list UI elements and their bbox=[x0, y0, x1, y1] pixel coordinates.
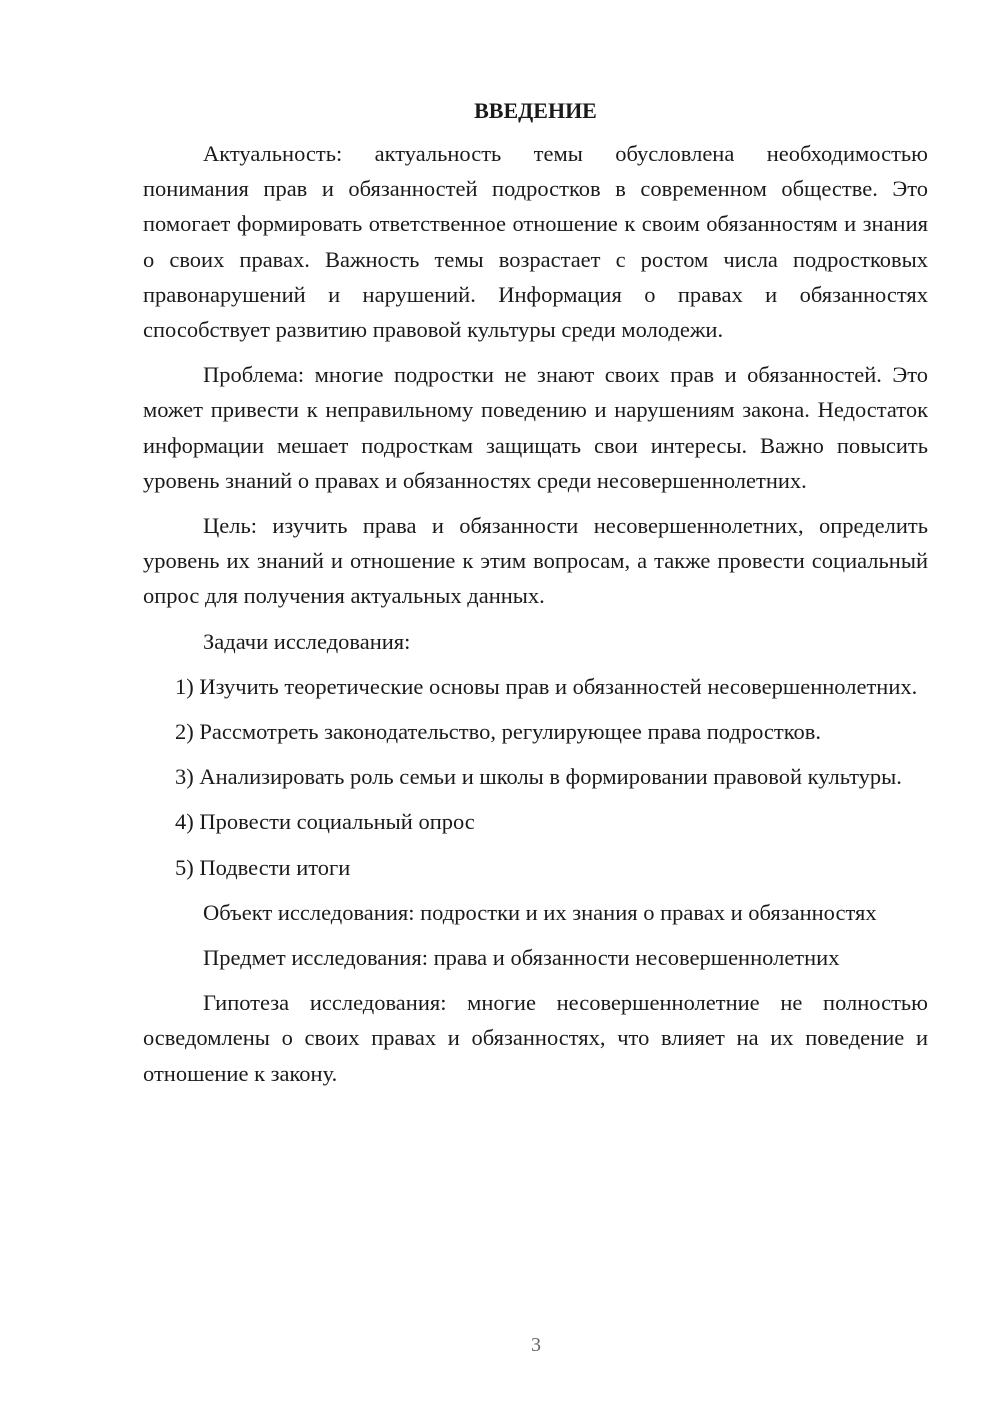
task-item-5: 5) Подвести итоги bbox=[175, 854, 351, 880]
page-number: 3 bbox=[531, 1334, 541, 1356]
page-title: ВВЕДЕНИЕ bbox=[474, 98, 597, 123]
task-item-1: 1) Изучить теоретические основы прав и обязанностей несовершеннолетних. bbox=[175, 673, 918, 699]
relevance-paragraph: Актуальность: актуальность темы обусловлена необходимостью понимания прав и обязанностей подростков в современном обществе. Это помогает формировать ответственное отношение к своим обязанностям и знания о своих правах. Важность темы возрастает с ростом числа подростковых правонарушений и нарушений. Информация о правах и обязанностях способствует развитию правовой культуры среди молодежи. bbox=[143, 141, 928, 343]
problem-paragraph: Проблема: многие подростки не знают своих прав и обязанностей. Это может привести к неправильному поведению и нарушениям закона. Недостаток информации мешает подросткам защищать свои интересы. Важно повысить уровень знаний о правах и обязанностях среди несовершеннолетних. bbox=[143, 362, 928, 493]
task-item-4: 4) Провести социальный опрос bbox=[175, 809, 475, 835]
subject-paragraph: Предмет исследования: права и обязанности несовершеннолетних bbox=[203, 945, 840, 971]
object-paragraph: Объект исследования: подростки и их знания о правах и обязанностях bbox=[203, 899, 877, 925]
hypothesis-paragraph: Гипотеза исследования: многие несовершеннолетние не полностью осведомлены о своих правах и обязанностях, что влияет на их поведение и отношение к закону. bbox=[143, 990, 928, 1086]
goal-paragraph: Цель: изучить права и обязанности несовершеннолетних, определить уровень их знаний и отношение к этим вопросам, а также провести социальный опрос для получения актуальных данных. bbox=[143, 513, 928, 609]
task-item-3: 3) Анализировать роль семьи и школы в формировании правовой культуры. bbox=[175, 764, 902, 790]
document-page bbox=[143, 96, 928, 1101]
tasks-heading: Задачи исследования: bbox=[203, 628, 411, 654]
task-item-2: 2) Рассмотреть законодательство, регулирующее права подростков. bbox=[175, 719, 822, 745]
